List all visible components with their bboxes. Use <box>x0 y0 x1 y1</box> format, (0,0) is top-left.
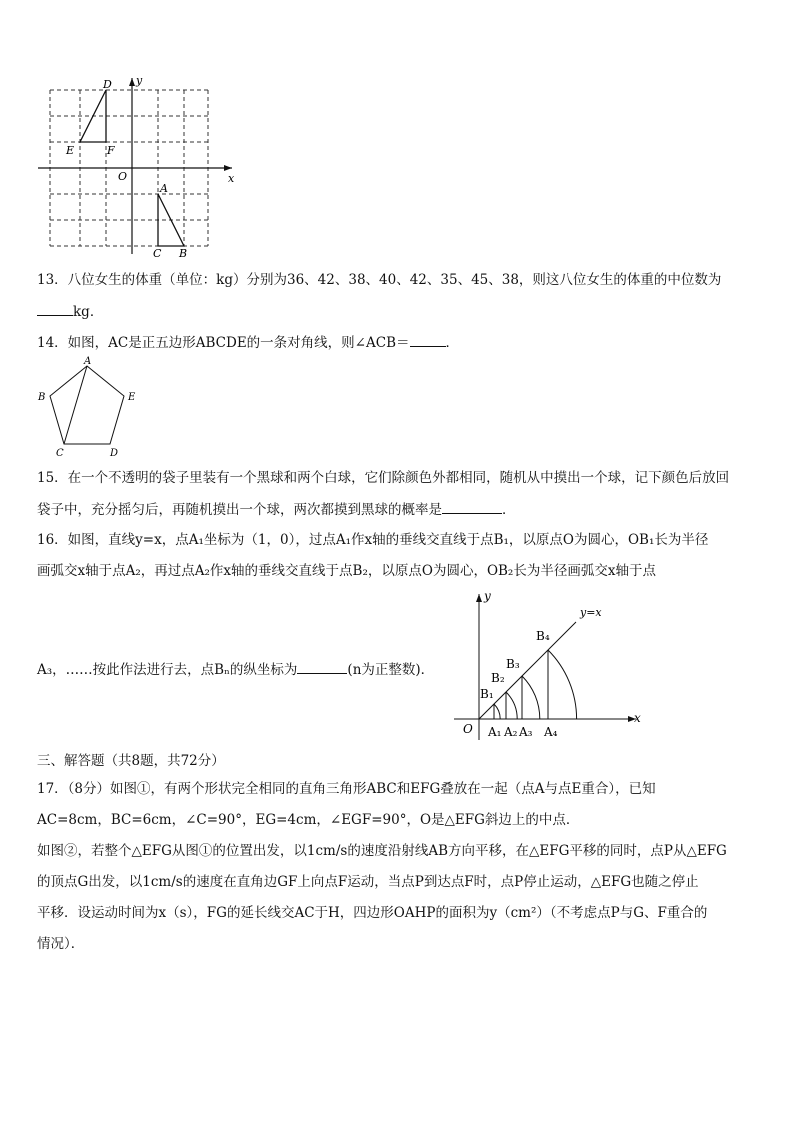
q16-label-B3: B₃ <box>506 657 520 671</box>
pent-label-C: C <box>56 448 64 459</box>
q16-label-A3: A₃ <box>519 725 533 739</box>
triangle-abc <box>158 194 184 246</box>
q17-line1: 17．（8分）如图①，有两个形状完全相同的直角三角形ABC和EFG叠放在一起（点A与点E重合），已知 <box>37 781 656 797</box>
label-E: E <box>66 144 75 157</box>
pent-label-A: A <box>84 356 92 367</box>
q17-line2: AC=8cm，BC=6cm，∠C=90°，EG=4cm，∠EGF=90°，O是△EFG斜边上的中点． <box>37 812 580 828</box>
q16-label-x: x <box>634 711 641 725</box>
label-B: B <box>179 247 188 258</box>
section3-heading: 三、解答题（共8题，共72分） <box>37 753 225 769</box>
q16-label-A4: A₄ <box>544 725 558 739</box>
q16-label-B4: B₄ <box>536 629 550 643</box>
label-C: C <box>153 247 162 258</box>
q16-line1: 16．如图，直线y=x，点A₁坐标为（1，0），过点A₁作x轴的垂线交直线于点B₁，以原点O为圆心，OB₁长为半径 <box>37 532 709 548</box>
q13-line1: 13．八位女生的体重（单位：kg）分别为36、42、38、40、42、35、45、38，则这八位女生的体重的中位数为 <box>37 272 722 288</box>
q16-label-line: y=x <box>580 606 602 619</box>
q16-label-B1: B₁ <box>480 687 494 701</box>
q16-line3: A₃，……按此作法进行去，点Bₙ的纵坐标为 (n为正整数)． <box>37 662 435 678</box>
q17-line4: 的顶点G出发，以1cm/s的速度在直角边GF上向点F运动，当点P到达点F时，点P停止运动，△EFG也随之停止 <box>37 874 699 890</box>
grid-figure <box>34 78 244 258</box>
pentagon <box>50 366 124 444</box>
q16-label-y: y <box>484 589 491 603</box>
label-x: x <box>228 172 235 185</box>
spiral-figure <box>448 588 648 744</box>
label-y: y <box>136 78 143 87</box>
q15-line1: 15．在一个不透明的袋子里装有一个黑球和两个白球，它们除颜色外都相同，随机从中摸出一个球，记下颜色后放回 <box>37 470 730 486</box>
pent-label-D: D <box>110 448 119 459</box>
q16-label-O: O <box>463 722 473 736</box>
q16-label-B2: B₂ <box>491 671 505 685</box>
q15-line2: 袋子中，充分摇匀后，再随机摸出一个球，两次都摸到黑球的概率是 ． <box>37 502 516 518</box>
q15-answer-blank[interactable] <box>442 500 502 514</box>
label-D: D <box>103 78 112 91</box>
q16-label-A1: A₁ <box>488 725 502 739</box>
label-A: A <box>160 182 168 195</box>
q14-answer-blank[interactable] <box>410 333 446 347</box>
q13-line2: kg． <box>37 302 103 321</box>
q17-line5: 平移．设运动时间为x（s），FG的延长线交AC于H，四边形OAHP的面积为y（cm²）（不考虑点P与G、F重合的 <box>37 905 708 921</box>
q16-line2: 画弧交x轴于点A₂，再过点A₂作x轴的垂线交直线于点B₂，以原点O为圆心，OB₂长为半径画弧交x轴于点 <box>37 563 656 579</box>
q16-answer-blank[interactable] <box>297 660 347 674</box>
diagonal-ac <box>64 366 87 444</box>
label-F: F <box>107 144 115 157</box>
q17-line6: 情况）． <box>37 936 85 952</box>
label-O: O <box>118 170 128 183</box>
pent-label-E: E <box>128 392 136 403</box>
q13-answer-blank[interactable] <box>37 302 73 316</box>
q14-text: 14．如图，AC是正五边形ABCDE的一条对角线，则∠ACB＝ ． <box>37 335 459 351</box>
q16-label-A2: A₂ <box>504 725 518 739</box>
pentagon-figure <box>34 356 140 460</box>
q17-line3: 如图②，若整个△EFG从图①的位置出发，以1cm/s的速度沿射线AB方向平移，在△EFG平移的同时，点P从△EFG <box>37 843 727 859</box>
pent-label-B: B <box>38 392 46 403</box>
